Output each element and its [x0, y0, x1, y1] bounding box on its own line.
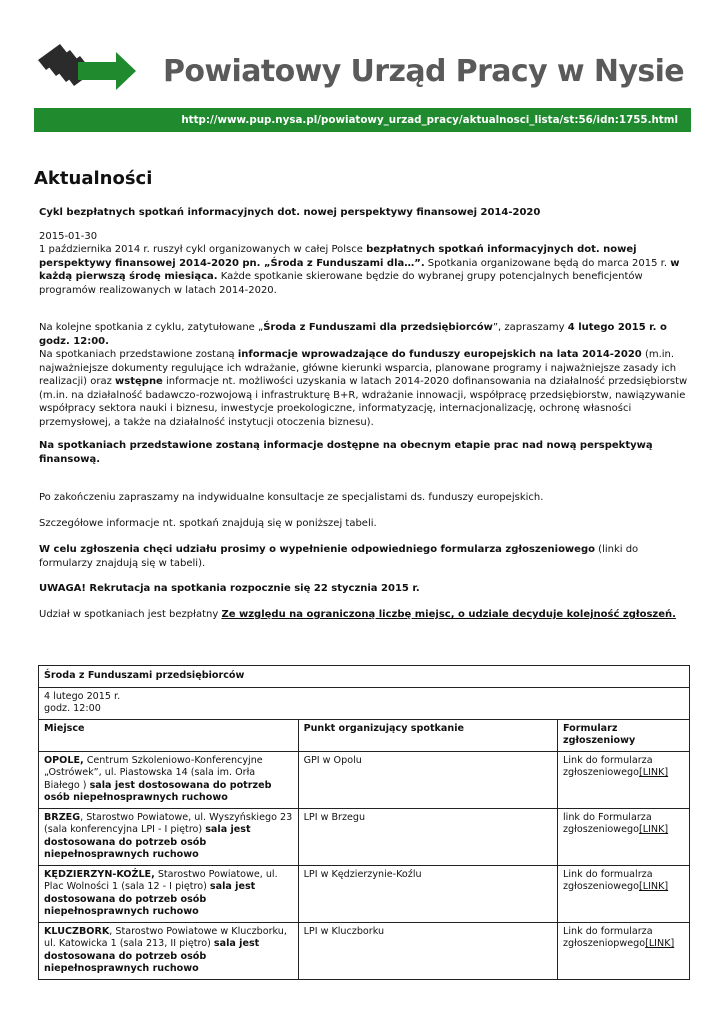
organizer-cell: LPI w Brzegu — [298, 808, 557, 865]
table-header-row — [39, 719, 690, 751]
table-row — [39, 808, 690, 865]
place-cell: BRZEG, Starostwo Powiatowe, ul. Wyszyńskiego 23 (sala konferencyjna LPI - I piętro) sala jest dostosowana do potrzeb osób niepełnosprawnych ruchowo — [39, 808, 299, 865]
column-header-form: Formularz zgłoszeniowy — [558, 719, 690, 751]
organizer-cell: LPI w Kędzierzynie-Koźlu — [298, 865, 557, 922]
bold-note: Na spotkaniach przedstawione zostaną informacje dostępne na obecnym etapie prac nad nową perspektywą finansową. — [39, 440, 653, 465]
form-cell: Link do formularza zgłoszeniopwego[LINK] — [558, 922, 690, 979]
form-cell: Link do formularza zgłoszeniowego[LINK] — [558, 751, 690, 808]
meetings-table — [38, 665, 690, 980]
table-title-row — [39, 666, 690, 688]
column-header-organizer: Punkt organizujący spotkanie — [298, 719, 557, 751]
organizer-cell: GPI w Opolu — [298, 751, 557, 808]
details-paragraph: Szczegółowe informacje nt. spotkań znajdują się w poniższej tabeli. — [39, 518, 377, 529]
page-header — [0, 0, 725, 104]
table-row — [39, 865, 690, 922]
organizer-cell: LPI w Kluczborku — [298, 922, 557, 979]
place-cell: KLUCZBORK, Starostwo Powiatowe w Kluczborku, ul. Katowicka 1 (sala 213, II piętro) sala jest dostosowana do potrzeb osób niepełnosprawnych ruchowo — [39, 922, 299, 979]
article-date: 2015-01-30 — [39, 231, 98, 242]
place-cell: KĘDZIERZYN-KOŹLE, Starostwo Powiatowe, ul. Plac Wolności 1 (sala 12 - I piętro) sala jest dostosowana do potrzeb osób niepełnosprawnych ruchowo — [39, 865, 299, 922]
warning-paragraph: UWAGA! Rekrutacja na spotkania rozpocznie się 22 stycznia 2015 r. — [39, 583, 420, 594]
table-date: 4 lutego 2015 r. godz. 12:00 — [39, 687, 690, 719]
logo-arrows-icon — [38, 40, 138, 94]
page-title: Aktualności — [34, 168, 153, 189]
consult-paragraph: Po zakończeniu zapraszamy na indywidualne konsultacje ze specjalistami ds. funduszy europejskich. — [39, 492, 544, 503]
table-row — [39, 751, 690, 808]
form-cell: link do Formularza zgłoszeniowego[LINK] — [558, 808, 690, 865]
form-link[interactable]: [LINK] — [639, 824, 669, 835]
next-meeting-paragraph: Na kolejne spotkania z cyklu, zatytułowane „Środa z Funduszami dla przedsiębiorców”, zapraszamy 4 lutego 2015 r. o godz. 12:00. — [39, 322, 667, 347]
table-row — [39, 922, 690, 979]
form-note-paragraph: W celu zgłoszenia chęci udziału prosimy o wypełnienie odpowiedniego formularza zgłoszeniowego (linki do formularzy znajdują się w tabeli). — [39, 544, 639, 569]
free-participation-paragraph: Udział w spotkaniach jest bezpłatny Ze względu na ograniczoną liczbę miejsc, o udziale decyduje kolejność zgłoszeń. — [39, 609, 676, 620]
form-link[interactable]: [LINK] — [639, 767, 669, 778]
column-header-place: Miejsce — [39, 719, 299, 751]
form-link[interactable]: [LINK] — [639, 881, 669, 892]
presented-paragraph: Na spotkaniach przedstawione zostaną informacje wprowadzające do funduszy europejskich na lata 2014-2020 (m.in. najważniejsze dokumenty regulujące ich wdrażanie, główne kierunki wsparcia, planowane programy i najważniejsze zasady ich realizacji) oraz wstępne informacje nt. możliwości uzyskania w latach 2014-2020 dofinansowania na działalność przedsiębiorstw (m.in. na działalność badawczo-rozwojową i infrastrukturę B+R, wdrażanie innowacji, współpracę przedsiębiorstw, nawiązywanie współpracy sektora nauki i biznesu, inwestycje proekologiczne, informatyzację, internacjonalizację, ochronę własności przemysłowej, a także na działalność instytucji otoczenia biznesu). — [39, 349, 688, 428]
place-cell: OPOLE, Centrum Szkoleniowo-Konferencyjne „Ostrówek”, ul. Piastowska 14 (sala im. Orła Białego ) sala jest dostosowana do potrzeb osób niepełnosprawnych ruchowo — [39, 751, 299, 808]
form-link[interactable]: [LINK] — [645, 938, 675, 949]
intro-paragraph: 1 października 2014 r. ruszył cykl organizowanych w całej Polsce bezpłatnych spotkań informacyjnych dot. nowej perspektywy finansowej 2014-2020 pn. „Środa z Funduszami dla…”. Spotkania organizowane będą do marca 2015 r. w każdą pierwszą środę miesiąca. Każde spotkanie skierowane będzie do wybranej grupy potencjalnych beneficjentów programów realizowanych w latach 2014-2020. — [39, 244, 680, 296]
table-date-row — [39, 687, 690, 719]
page-url-bar[interactable]: http://www.pup.nysa.pl/powiatowy_urzad_pracy/aktualnosci_lista/st:56/idn:1755.html — [34, 108, 691, 132]
table-title: Środa z Funduszami przedsiębiorców — [39, 666, 690, 688]
article-title: Cykl bezpłatnych spotkań informacyjnych dot. nowej perspektywy finansowej 2014-2020 — [39, 207, 541, 218]
form-cell: Link do formualrza zgłoszeniowego[LINK] — [558, 865, 690, 922]
site-brand-title: Powiatowy Urząd Pracy w Nysie — [163, 54, 685, 89]
